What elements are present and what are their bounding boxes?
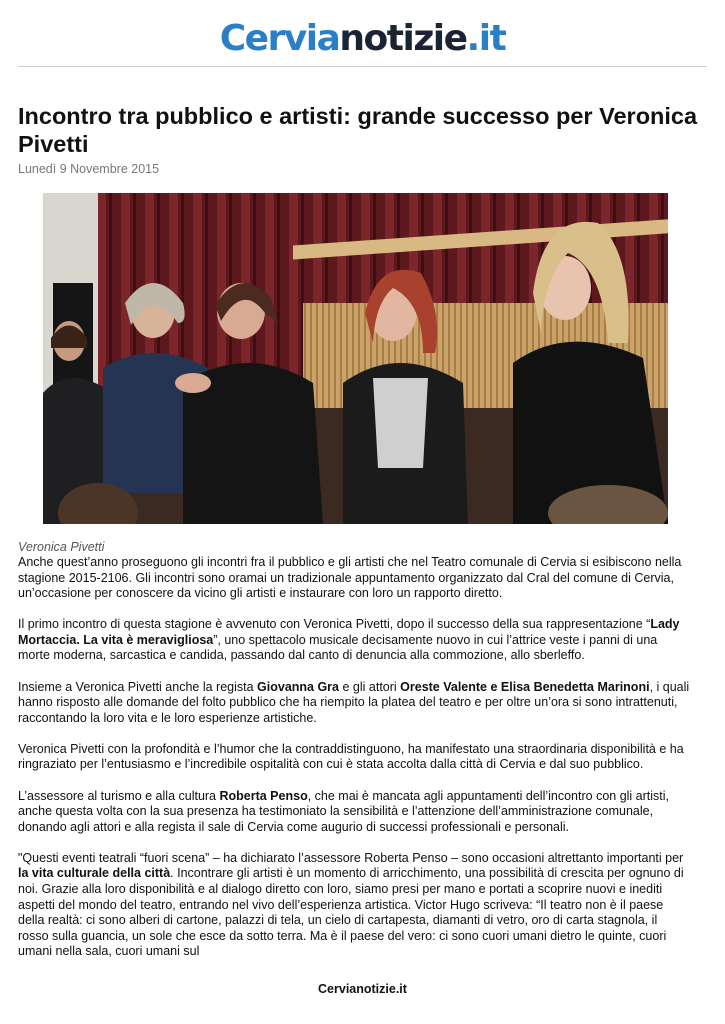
photo-caption: Veronica Pivetti (18, 540, 105, 554)
theatre-stage-photo (43, 193, 668, 524)
article-paragraph (18, 680, 690, 727)
footer-site-name: Cervianotizie.it (318, 982, 407, 996)
bold-text: Giovanna Gra (257, 679, 340, 694)
article-photo (43, 193, 668, 524)
article-paragraph (18, 851, 690, 960)
paragraph-text: , i quali hanno risposto alle domande del folto pubblico che ha riempito la platea del teatro e per oltre un’ora si sono intrattenuti, raccontando la loro vita e le loro esperienze artistiche. (18, 679, 690, 725)
bold-text: Roberta Penso (219, 788, 308, 803)
site-logo[interactable] (220, 18, 506, 59)
paragraph-text: L’assessore al turismo e alla cultura (18, 788, 220, 803)
paragraph-text: . Incontrare gli artisti è un momento di arricchimento, una possibilità di crescita per ognuno di noi. Grazie alla loro disponibilità e al dialogo diretto con loro, siamo presi per mano e portati a scoprire nuovi e inediti aspetti del mondo del teatro, entrando nel vivo dell’esperienza artistica. Victor Hugo scriveva: “Il teatro non è il paese della realtà: ci sono alberi di cartone, palazzi di tela, un cielo di cartapesta, diamanti di vetro, oro di carta stagnola, il rosso sulla guancia, un sole che esce da sotto terra. Ma è il paese del vero: ci sono cuori umani dietro le quinte, cuori umani nella sala, cuori umani sul (18, 866, 684, 959)
paragraph-text: ”, uno spettacolo musicale decisamente nuovo in cui l’attrice veste i panni di una morte moderna, sarcastica e candida, passando dal canto di denuncia alla commozione, allo sberleffo. (18, 632, 658, 663)
paragraph-text: "Questi eventi teatrali “fuori scena” – ha dichiarato l’assessore Roberta Penso – sono occasioni altrettanto importanti per (18, 850, 684, 865)
bold-text: Lady Mortaccia. La vita è meravigliosa (18, 617, 680, 647)
article-body (18, 555, 690, 975)
header-divider (18, 66, 707, 67)
paragraph-text: Insieme a Veronica Pivetti anche la regista (18, 679, 258, 694)
logo-word-tld: .it (466, 18, 506, 59)
bold-text: Oreste Valente e Elisa Benedetta Marinoni (400, 679, 650, 694)
article-date: Lunedì 9 Novembre 2015 (18, 162, 160, 176)
site-header (0, 14, 725, 64)
article-paragraph (18, 617, 690, 664)
paragraph-text: , che mai è mancata agli appuntamenti dell’incontro con gli artisti, anche questa volta con la sua presenza ha testimoniato la sensibilità e l’attenzione dell’amministrazione comunale, donando agli attori e alla regista il sale di Cervia come augurio di successi professionali e personali. (18, 788, 670, 834)
paragraph-text: e gli attori (339, 679, 401, 694)
article-paragraph (18, 789, 690, 836)
bold-text: la vita culturale della città (18, 866, 171, 881)
logo-word-notizie: notizie (339, 18, 467, 59)
paragraph-text: Il primo incontro di questa stagione è avvenuto con Veronica Pivetti, dopo il successo della sua rappresentazione “ (18, 617, 651, 632)
article-paragraph (18, 555, 690, 602)
article-paragraph (18, 742, 690, 773)
paragraph-text: Anche quest’anno proseguono gli incontri fra il pubblico e gli artisti che nel Teatro comunale di Cervia si esibiscono nella stagione 2015-2106. Gli incontri sono oramai un tradizionale appuntamento organizzato dal Cral del comune di Cervia, un’occasione per conoscere da vicino gli artisti e instaurare con loro un rapporto diretto. (18, 555, 682, 601)
article-title: Incontro tra pubblico e artisti: grande successo per Veronica Pivetti (18, 103, 698, 157)
logo-word-cervia: Cervia (219, 18, 340, 59)
paragraph-text: Veronica Pivetti con la profondità e l’humor che la contraddistinguono, ha manifestato una straordinaria disponibilità e ha ringraziato per l’entusiasmo e l’incredibile ospitalità con cui è stata accolta dalla città di Cervia e dal suo pubblico. (18, 741, 684, 772)
